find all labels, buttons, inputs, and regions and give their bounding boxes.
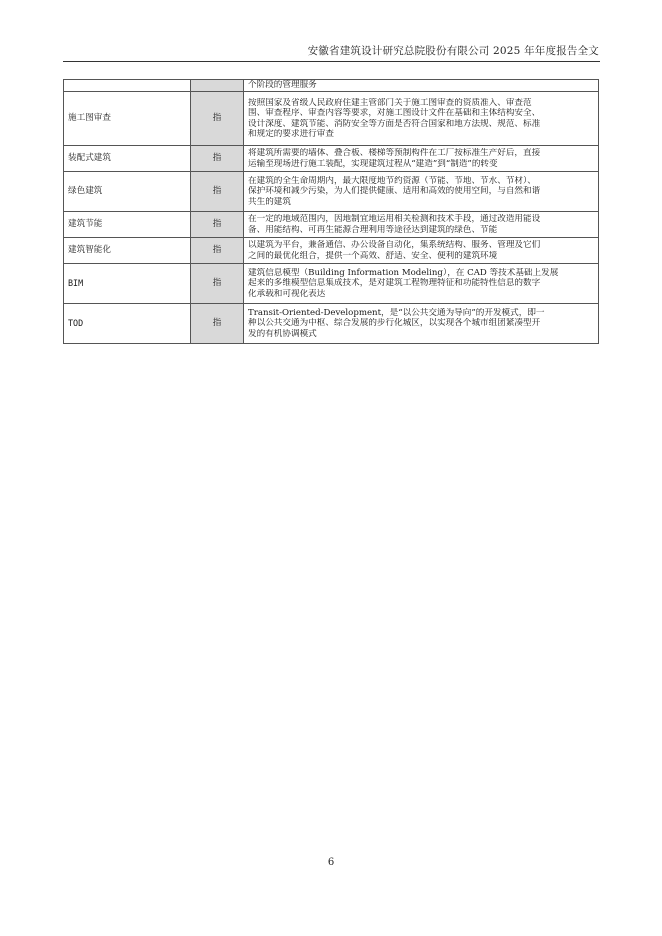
term-cell: 建筑智能化 <box>64 238 191 264</box>
description-cell <box>244 80 599 92</box>
description-cell <box>244 264 599 304</box>
description-line: 在一定的地域范围内，因地制宜地运用相关检测和技术手段，通过改造用能设 <box>248 214 541 225</box>
description-line: 保护环境和减少污染，为人们提供健康、适用和高效的使用空间，与自然和谐 <box>248 186 541 197</box>
description-line: 运输至现场进行施工装配，实现建筑过程从“建造”到“制造”的转变 <box>248 158 498 169</box>
term-cell: 施工图审查 <box>64 92 191 146</box>
description-line: 将建筑所需要的墙体、叠合板、楼梯等预制构件在工厂按标准生产好后，直接 <box>248 148 541 159</box>
description-line: 按照国家及省级人民政府住建主管部门关于施工图审查的资质准入、审查范 <box>248 97 532 108</box>
relation-cell: 指 <box>191 92 244 146</box>
term-cell: 建筑节能 <box>64 212 191 238</box>
relation-cell: 指 <box>191 212 244 238</box>
description-line: 种以公共交通为中枢、综合发展的步行化城区，以实现各个城市组团紧凑型开 <box>248 318 541 329</box>
term-cell: 绿色建筑 <box>64 172 191 212</box>
relation-cell: 指 <box>191 264 244 304</box>
description-line: 建筑信息模型（Building Information Modeling），在 CAD 等技术基础上发展 <box>248 267 559 278</box>
relation-cell: 指 <box>191 238 244 264</box>
table-row <box>64 92 599 146</box>
table-row <box>64 264 599 304</box>
description-line: 备、用能结构、可再生能源合理利用等途径达到建筑的绿色、节能 <box>248 224 498 235</box>
term-cell: BIM <box>64 264 191 304</box>
description-line: 个阶段的管理服务 <box>248 80 317 91</box>
description-cell <box>244 238 599 264</box>
term-cell: TOD <box>64 304 191 344</box>
report-header-title: 安徽省建筑设计研究总院股份有限公司 2025 年年度报告全文 <box>307 45 599 57</box>
term-cell: 装配式建筑 <box>64 146 191 172</box>
description-cell <box>244 92 599 146</box>
description-line: 起来的多维模型信息集成技术，是对建筑工程物理特征和功能特性信息的数字 <box>248 278 541 289</box>
description-line: 发的有机协调模式 <box>248 328 317 339</box>
table-row <box>64 212 599 238</box>
relation-cell <box>191 80 244 92</box>
description-cell <box>244 212 599 238</box>
table-row <box>64 238 599 264</box>
description-line: Transit-Oriented-Development，是“以公共交通为导向”的开发模式，即一 <box>248 307 545 318</box>
page-number: 6 <box>327 857 335 868</box>
description-cell <box>244 146 599 172</box>
table-row <box>64 146 599 172</box>
description-line: 以建筑为平台，兼备通信、办公设备自动化，集系统结构、服务、管理及它们 <box>248 240 541 251</box>
description-line: 共生的建筑 <box>248 196 291 207</box>
description-line: 化承载和可视化表达 <box>248 288 326 299</box>
description-line: 围、审查程序、审查内容等要求，对施工图设计文件在基础和主体结构安全、 <box>248 108 541 119</box>
description-line: 和规定的要求进行审查 <box>248 128 334 139</box>
relation-cell: 指 <box>191 146 244 172</box>
relation-cell: 指 <box>191 172 244 212</box>
table-row <box>64 304 599 344</box>
description-cell <box>244 304 599 344</box>
header-divider <box>63 61 600 62</box>
relation-cell: 指 <box>191 304 244 344</box>
description-line: 在建筑的全生命周期内，最大限度地节约资源（节能、节地、节水、节材）、 <box>248 175 536 186</box>
table-row <box>64 80 599 92</box>
definitions-table <box>63 79 599 344</box>
description-line: 之间的最优化组合，提供一个高效、舒适、安全、便利的建筑环境 <box>248 250 498 261</box>
description-line: 设计深度、建筑节能、消防安全等方面是否符合国家和地方法规、规范、标准 <box>248 118 541 129</box>
table-row <box>64 172 599 212</box>
term-cell <box>64 80 191 92</box>
description-cell <box>244 172 599 212</box>
